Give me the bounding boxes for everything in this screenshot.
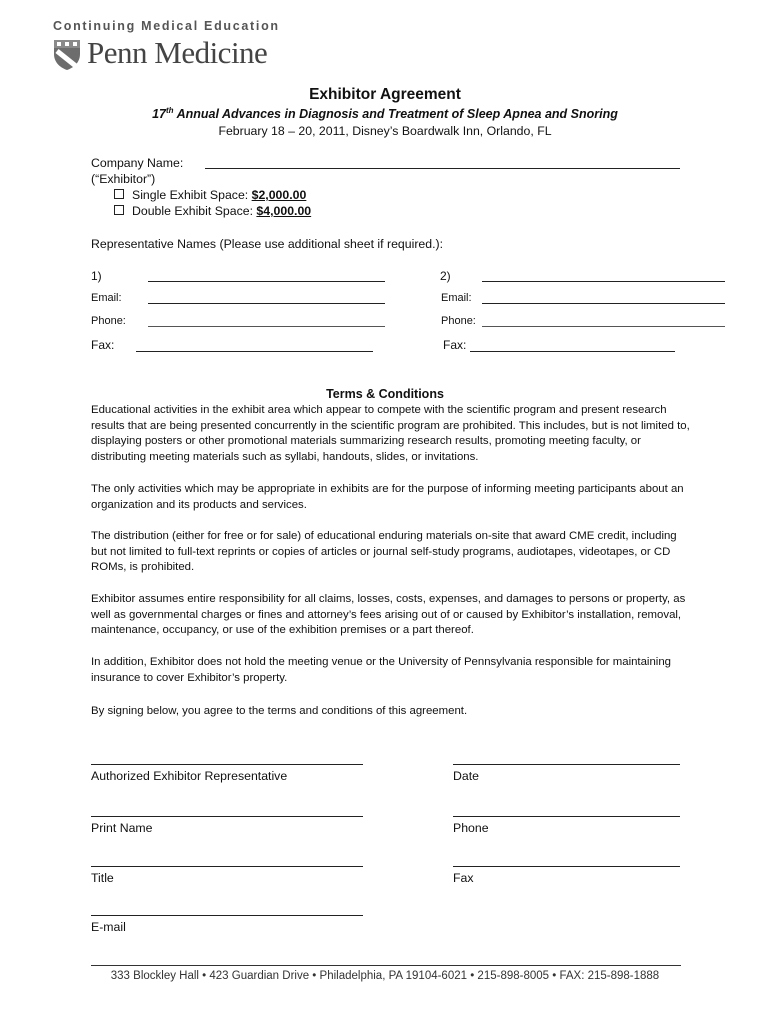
date-signature-line[interactable] [453,764,680,765]
fax-label: Fax [453,871,474,885]
authorized-rep-label: Authorized Exhibitor Representative [91,769,288,783]
rep1-phone-field[interactable] [148,326,385,327]
single-space-checkbox[interactable] [114,189,124,199]
terms-paragraph-4 [91,592,691,639]
rep1-name-field[interactable] [148,281,385,282]
single-space-option[interactable] [114,188,306,202]
terms-paragraph-3 [91,529,691,576]
event-subtitle [0,106,770,121]
subtitle-rest: Annual Advances in Diagnosis and Treatment of Sleep Apnea and Snoring [173,107,618,122]
company-name-field[interactable] [205,168,680,169]
brand-name: Penn Medicine [87,35,268,70]
terms-text-1: Educational activities in the exhibit area which appear to compete with the scientific program and present research results that are being presented concurrently in the scientific program are prohibited. This includes, but is not limited to, displaying posters or other promotional materials summarizing research results, promoting meeting faculty, or distributing meeting materials such as syllabi, handouts, slides, or invitations. [91,404,690,464]
rep1-fax-field[interactable] [136,351,373,352]
print-name-label: Print Name [91,821,153,835]
event-date-location: February 18 – 20, 2011, Disney’s Boardwalk Inn, Orlando, FL [218,124,552,138]
rep1-fax-label: Fax: [91,338,115,352]
title-line[interactable] [91,866,363,867]
rep2-email-label: Email: [441,292,472,304]
footer-divider [91,965,681,966]
terms-paragraph-5 [91,655,691,686]
terms-paragraph-1 [91,403,691,466]
subtitle-ordinal: 17 [152,107,167,122]
rep1-number: 1) [91,269,102,283]
rep2-name-field[interactable] [482,281,725,282]
rep1-phone-label: Phone: [91,315,126,327]
double-space-checkbox[interactable] [114,205,124,215]
rep2-number: 2) [440,269,451,283]
cme-label: Continuing Medical Education [53,19,280,33]
subtitle-ordinal-sup: th [166,106,174,115]
rep2-email-field[interactable] [482,303,725,304]
rep2-phone-label: Phone: [441,315,476,327]
penn-shield-icon [53,39,81,71]
terms-text-5: In addition, Exhibitor does not hold the meeting venue or the University of Pennsylvania responsible for maintaining insurance to cover Exhibitor’s property. [91,656,671,684]
document-title: Exhibitor Agreement [309,86,461,103]
phone-signature-line[interactable] [453,816,680,817]
representatives-heading: Representative Names (Please use additional sheet if required.): [91,237,444,251]
phone-label: Phone [453,821,489,835]
terms-text-6: By signing below, you agree to the terms and conditions of this agreement. [91,705,468,717]
fax-signature-line[interactable] [453,866,680,867]
company-name-label: Company Name: [91,156,184,170]
single-space-label: Single Exhibit Space: [132,188,252,202]
single-space-price: $2,000.00 [251,188,307,202]
rep2-phone-field[interactable] [482,326,725,327]
double-space-price: $4,000.00 [256,204,312,218]
email-label: E-mail [91,920,126,934]
terms-paragraph-2 [91,482,691,513]
footer-address: 333 Blockley Hall • 423 Guardian Drive • Philadelphia, PA 19104-6021 • 215-898-8005 • FAX: 215-898-1888 [110,970,660,982]
rep2-fax-label: Fax: [443,338,467,352]
terms-heading: Terms & Conditions [326,387,444,401]
rep2-fax-field[interactable] [470,351,675,352]
exhibitor-label: (“Exhibitor”) [91,172,156,186]
rep1-email-label: Email: [91,292,122,304]
date-label: Date [453,769,479,783]
email-signature-line[interactable] [91,915,363,916]
double-space-label: Double Exhibit Space: [132,204,257,218]
print-name-line[interactable] [91,816,363,817]
authorized-rep-signature-line[interactable] [91,764,363,765]
terms-text-3: The distribution (either for free or for sale) of educational enduring materials on-site that award CME credit, including but not limited to full-text reprints or copies of articles or journal self-study programs, audiotapes, videotapes, or CD ROMs, is prohibited. [91,530,677,574]
terms-paragraph-6 [91,704,691,720]
double-space-option[interactable] [114,204,311,218]
rep1-email-field[interactable] [148,303,385,304]
terms-text-4: Exhibitor assumes entire responsibility for all claims, losses, costs, expenses, and damages to persons or property, as well as governmental charges or fines and attorney’s fees arising out of or caused by Exhibitor’s installation, removal, maintenance, occupancy, or use of the exhibition premises or a part thereof. [91,593,686,637]
title-label: Title [91,871,114,885]
terms-text-2: The only activities which may be appropriate in exhibits are for the purpose of informing meeting participants about an organization and its products and services. [91,483,684,511]
